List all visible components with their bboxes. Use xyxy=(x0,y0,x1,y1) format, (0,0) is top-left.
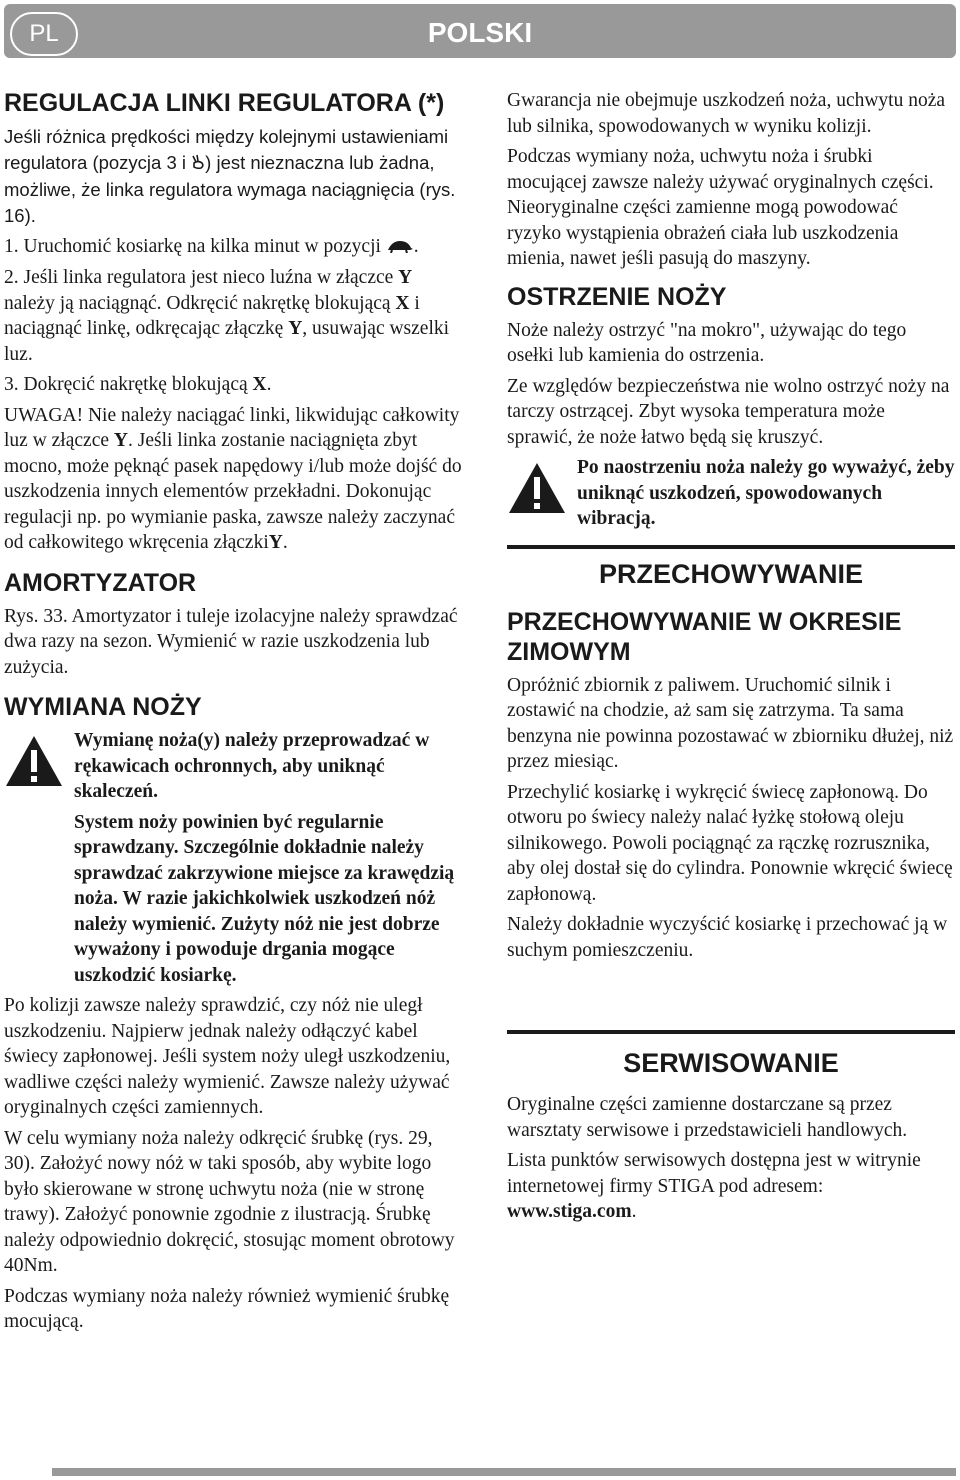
footer-bar xyxy=(52,1468,956,1476)
blade-collision-paragraph: Po kolizji zawsze należy sprawdzić, czy nóż nie uległ uszkodzeniu. Najpierw jednak należy odłączyć kabel świecy zapłonowej. Jeśli system noży uległ uszkodzeniu, wadliwe części należy wymienić. Zawsze należy używać oryginalnych części zamiennych. xyxy=(4,995,451,1119)
governor-step-3: 3. Dokręcić nakrętkę blokującą X. xyxy=(4,374,272,396)
governor-step-1: 1. Uruchomić kosiarkę na kilka minut w pozycji . xyxy=(4,234,466,260)
section-divider xyxy=(507,1030,955,1034)
right-column xyxy=(507,88,955,1230)
hare-icon xyxy=(191,151,205,177)
shock-absorber-paragraph: Rys. 33. Amortyzator i tuleje izolacyjne należy sprawdzać dwa razy na sezon. Wymienić w razie uszkodzenia lub zużycia. xyxy=(4,605,458,678)
blade-bolt-paragraph: Podczas wymiany noża należy również wymienić śrubkę mocującą. xyxy=(4,1285,450,1333)
governor-adjustment-heading: REGULACJA LINKI REGULATORA (*) xyxy=(4,89,445,117)
governor-note: UWAGA! Nie należy naciągać linki, likwidując całkowity luz w złączce Y. Jeśli linka zostanie naciągnięta zbyt mocno, może pęknąć pasek napędowy i/lub może dojść do uszkodzenia innych elementów przekładni. Dokonując regulacji np. po wymianie paska, zawsze należy zaczynać od całkowitego wkręcenia złączkiY. xyxy=(4,404,462,554)
blade-warning-block xyxy=(4,728,466,988)
winter-storage-paragraph-2: Przechylić kosiarkę i wykręcić świecę zapłonową. Do otworu po świecy należy nalać łyżkę stołową oleju silnikowego. Powoli pociągnąć za rączkę rozrusznika, aby olej dostał się do cylindra. Ponownie wkręcić świecę zapłonową. xyxy=(507,781,953,905)
blade-change-paragraph: W celu wymiany noża należy odkręcić śrubkę (rys. 29, 30). Założyć nowy nóż w taki sposób, aby wybite logo było skierowane w stronę uchwytu noża (nie w stronę trawy). Założyć ponownie zgodnie z ilustracją. Śrubkę należy odpowiednio dokręcić, stosując moment obrotowy 40Nm. xyxy=(4,1127,455,1277)
warranty-paragraph: Gwarancja nie obejmuje uszkodzeń noża, uchwytu noża lub silnika, spowodowanych w wyniku kolizji. xyxy=(507,90,946,137)
sharpening-heading: OSTRZENIE NOŻY xyxy=(507,282,727,311)
warning-triangle-icon xyxy=(507,461,567,515)
stiga-website-link[interactable]: www.stiga.com xyxy=(507,1201,632,1222)
service-paragraph-1: Oryginalne części zamienne dostarczane są przez warsztaty serwisowe i przedstawicieli handlowych. xyxy=(507,1094,908,1141)
service-heading: SERWISOWANIE xyxy=(623,1048,839,1078)
blade-replacement-heading: WYMIANA NOŻY xyxy=(4,693,202,722)
header-bar xyxy=(4,4,956,58)
left-column xyxy=(4,88,466,1340)
service-paragraph-2: Lista punktów serwisowych dostępna jest w witrynie internetowej firmy STIGA pod adresem: www.stiga.com. xyxy=(507,1150,921,1222)
sharpening-warning-block xyxy=(507,455,955,532)
language-title: POLSKI xyxy=(427,17,533,48)
sharpening-paragraph-1: Noże należy ostrzyć "na mokro", używając do tego osełki lub kamienia do ostrzenia. xyxy=(507,319,907,366)
blade-warning-gloves: Wymianę noża(y) należy przeprowadzać w rękawicach ochronnych, aby uniknąć skaleczeń. xyxy=(74,730,430,803)
section-divider xyxy=(507,545,955,549)
sharpening-warning-text: Po naostrzeniu noża należy go wyważyć, żeby uniknąć uszkodzeń, spowodowanych wibracją. xyxy=(577,457,955,529)
turtle-icon xyxy=(386,235,414,261)
winter-storage-paragraph-3: Należy dokładnie wyczyścić kosiarkę i przechować ją w suchym pomieszczeniu. xyxy=(507,914,948,961)
storage-heading: PRZECHOWYWANIE xyxy=(598,558,863,589)
blade-warning-inspection: System noży powinien być regularnie sprawdzany. Szczególnie dokładnie należy sprawdzać zakrzywione miejsce za krawędzią noża. W razie jakichkolwiek uszkodzeń nóż należy wymienić. Zużyty nóż nie jest dobrze wyważony i powoduje drgania mogące uszkodzić kosiarkę. xyxy=(74,811,455,986)
language-badge: PL xyxy=(10,12,78,56)
warning-triangle-icon xyxy=(4,734,64,788)
sharpening-paragraph-2: Ze względów bezpieczeństwa nie wolno ostrzyć noży na tarczy ostrzącej. Zbyt wysoka temperatura może sprawić, że noże łatwo będą się kruszyć. xyxy=(507,375,950,448)
winter-storage-heading: PRZECHOWYWANIE W OKRESIE ZIMOWYM xyxy=(507,607,902,666)
governor-step-2: 2. Jeśli linka regulatora jest nieco luźna w złączce Y należy ją naciągnąć. Odkręcić nakrętkę blokującą X i naciągnąć linkę, odkręcając złączkę Y, usuwając wszelki luz. xyxy=(4,267,450,365)
shock-absorber-heading: AMORTYZATOR xyxy=(4,568,197,597)
original-parts-paragraph: Podczas wymiany noża, uchwytu noża i śrubki mocującej zawsze należy używać oryginalnych części. Nieoryginalne części zamienne mogą powodować ryzyko wystąpienia obrażeń ciała lub uszkodzenia mienia, nawet jeśli pasują do maszyny. xyxy=(507,146,934,269)
winter-storage-paragraph-1: Opróżnić zbiornik z paliwem. Uruchomić silnik i zostawić na chodzie, aż sam się zatrzyma. Ta sama benzyna nie powinna pozostawać w zbiorniku dłużej, niż przez miesiąc. xyxy=(507,674,954,772)
governor-intro-paragraph: Jeśli różnica prędkości między kolejnymi ustawieniami regulatora (pozycja 3 i ) jest nieznaczna lub żadna, możliwe, że linka regulatora wymaga naciągnięcia (rys. 16). xyxy=(4,126,456,227)
